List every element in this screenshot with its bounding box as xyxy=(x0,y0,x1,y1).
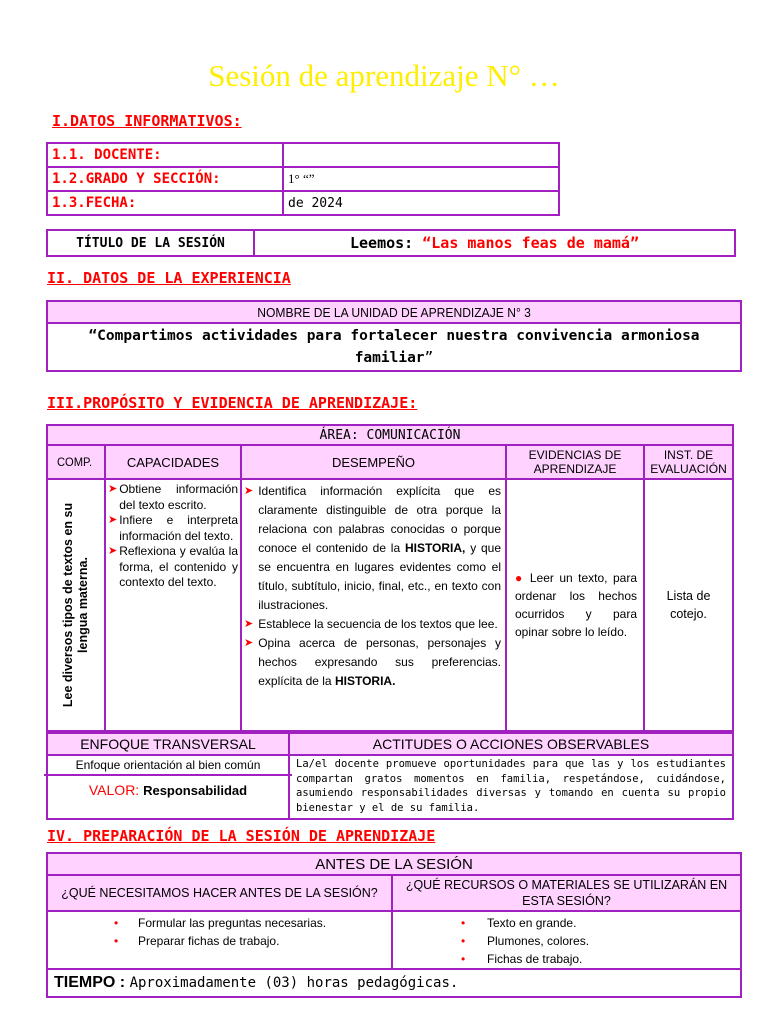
grado-value: 1° “” xyxy=(283,167,559,191)
instrumento-cell: Lista de cotejo. xyxy=(644,479,733,731)
session-title-text: “Las manos feas de mamá” xyxy=(422,234,639,252)
col2-list xyxy=(392,911,741,969)
desempeno-item: ➤ Opina acerca de personas, personajes y hechos expresando sus preferencias. explícita de la HISTORIA. xyxy=(244,634,501,691)
bullet-icon: • xyxy=(461,952,466,966)
bullet-icon: • xyxy=(461,916,466,930)
enfoque-table xyxy=(46,732,734,820)
desempeno-item: ➤ Identifica información explícita que es claramente distinguible de otra porque la relaciona con palabras conocidas o porque conoce el contenido de la HISTORIA, y que se encuentra en lugares evidentes como el título, subtítulo, inicio, final, etc., en texto con ilustraciones. xyxy=(244,482,501,615)
unidad-name: “Compartimos actividades para fortalecer nuestra convivencia armoniosa familiar” xyxy=(47,323,741,371)
section-heading-proposito: III.PROPÓSITO Y EVIDENCIA DE APRENDIZAJE: xyxy=(47,394,418,412)
page-title: Sesión de aprendizaje N° … xyxy=(208,58,560,93)
list-item: • Formular las preguntas necesarias. xyxy=(114,916,327,930)
list-item: • Texto en grande. xyxy=(461,916,577,930)
enfoque-cell xyxy=(47,755,289,819)
section-heading-datos-informativos: I.DATOS INFORMATIVOS: xyxy=(52,112,242,130)
capacidad-item: ➤ Obtiene información del texto escrito. xyxy=(108,482,238,512)
desempeno-cell xyxy=(241,479,506,731)
arrow-bullet-icon: ➤ xyxy=(244,637,254,649)
actitudes-text: La/el docente promueve oportunidades para que las y los estudiantes compartan gratos momentos en familia, respetándose, cuidándose, asumiendo responsabilidades diversas y tomando en cuenta su propio bienestar y el de su familia. xyxy=(296,758,726,814)
capacidad-item: ➤ Infiere e interpreta información del texto. xyxy=(108,513,238,543)
arrow-bullet-icon: ➤ xyxy=(244,618,254,630)
fecha-value: de 2024 xyxy=(283,191,559,215)
datos-informativos-table xyxy=(46,142,560,216)
session-title-value xyxy=(254,230,735,256)
tiempo-row xyxy=(47,969,741,997)
desempeno-header: DESEMPEÑO xyxy=(241,445,506,479)
arrow-bullet-icon: ➤ xyxy=(244,485,254,497)
actitudes-header: ACTITUDES O ACCIONES OBSERVABLES xyxy=(289,733,733,755)
preparacion-table xyxy=(46,852,742,998)
enfoque-header: ENFOQUE TRANSVERSAL xyxy=(47,733,289,755)
fecha-label: 1.3.FECHA: xyxy=(47,191,283,215)
capacidades-header: CAPACIDADES xyxy=(105,445,241,479)
area-header: ÁREA: COMUNICACIÓN xyxy=(47,425,733,445)
session-title-table xyxy=(46,229,736,257)
section-heading-datos-experiencia: II. DATOS DE LA EXPERIENCIA xyxy=(47,269,291,287)
col1-header: ¿QUÉ NECESITAMOS HACER ANTES DE LA SESIÓN? xyxy=(47,875,392,911)
bullet-icon: • xyxy=(114,916,119,930)
list-item: • Plumones, colores. xyxy=(461,934,590,948)
bullet-icon: ● xyxy=(515,571,525,585)
arrow-bullet-icon: ➤ xyxy=(108,545,118,557)
comp-header: COMP. xyxy=(47,445,105,479)
competencia-cell xyxy=(47,479,105,731)
list-item: • Fichas de trabajo. xyxy=(461,952,583,966)
tiempo-label: TIEMPO xyxy=(54,974,116,991)
tiempo-value: Aproximadamente (03) horas pedagógicas. xyxy=(129,975,459,991)
proposito-table xyxy=(46,424,734,732)
desempeno-item: ➤ Establece la secuencia de los textos que lee. xyxy=(244,615,501,634)
col2-header: ¿QUÉ RECURSOS O MATERIALES SE UTILIZARÁN EN ESTA SESIÓN? xyxy=(392,875,741,911)
evidencia-text: ● Leer un texto, para ordenar los hechos ocurridos y para opinar sobre lo leído. xyxy=(515,571,637,639)
tiempo-separator: : xyxy=(119,974,126,991)
actitudes-cell xyxy=(289,755,733,819)
evidencia-cell xyxy=(506,479,644,731)
unidad-table xyxy=(46,300,742,372)
valor: VALOR: Responsabilidad xyxy=(88,782,248,798)
session-title-prefix: Leemos: xyxy=(350,234,414,252)
grado-label: 1.2.GRADO Y SECCIÓN: xyxy=(47,167,283,191)
unidad-header: NOMBRE DE LA UNIDAD DE APRENDIZAJE N° 3 xyxy=(47,301,741,323)
section-heading-preparacion: IV. PREPARACIÓN DE LA SESIÓN DE APRENDIZAJE xyxy=(47,827,436,845)
capacidades-cell xyxy=(105,479,241,731)
list-item: • Preparar fichas de trabajo. xyxy=(114,934,280,948)
docente-value xyxy=(283,143,559,167)
bullet-icon: • xyxy=(461,934,466,948)
session-title-label: TÍTULO DE LA SESIÓN xyxy=(47,230,254,256)
bullet-icon: • xyxy=(114,934,119,948)
evidencias-header: EVIDENCIAS DE APRENDIZAJE xyxy=(506,445,644,479)
capacidad-item: ➤ Reflexiona y evalúa la forma, el contenido y contexto del texto. xyxy=(108,544,238,589)
inst-header: INST. DE EVALUACIÓN xyxy=(644,445,733,479)
arrow-bullet-icon: ➤ xyxy=(108,514,118,526)
col1-list xyxy=(47,911,392,969)
competencia-text: Lee diversos tipos de textos en su lengua materna. xyxy=(61,502,90,708)
arrow-bullet-icon: ➤ xyxy=(108,483,118,495)
antes-header: ANTES DE LA SESIÓN xyxy=(47,853,741,875)
enfoque-text: Enfoque orientación al bien común xyxy=(44,758,292,776)
docente-label: 1.1. DOCENTE: xyxy=(47,143,283,167)
